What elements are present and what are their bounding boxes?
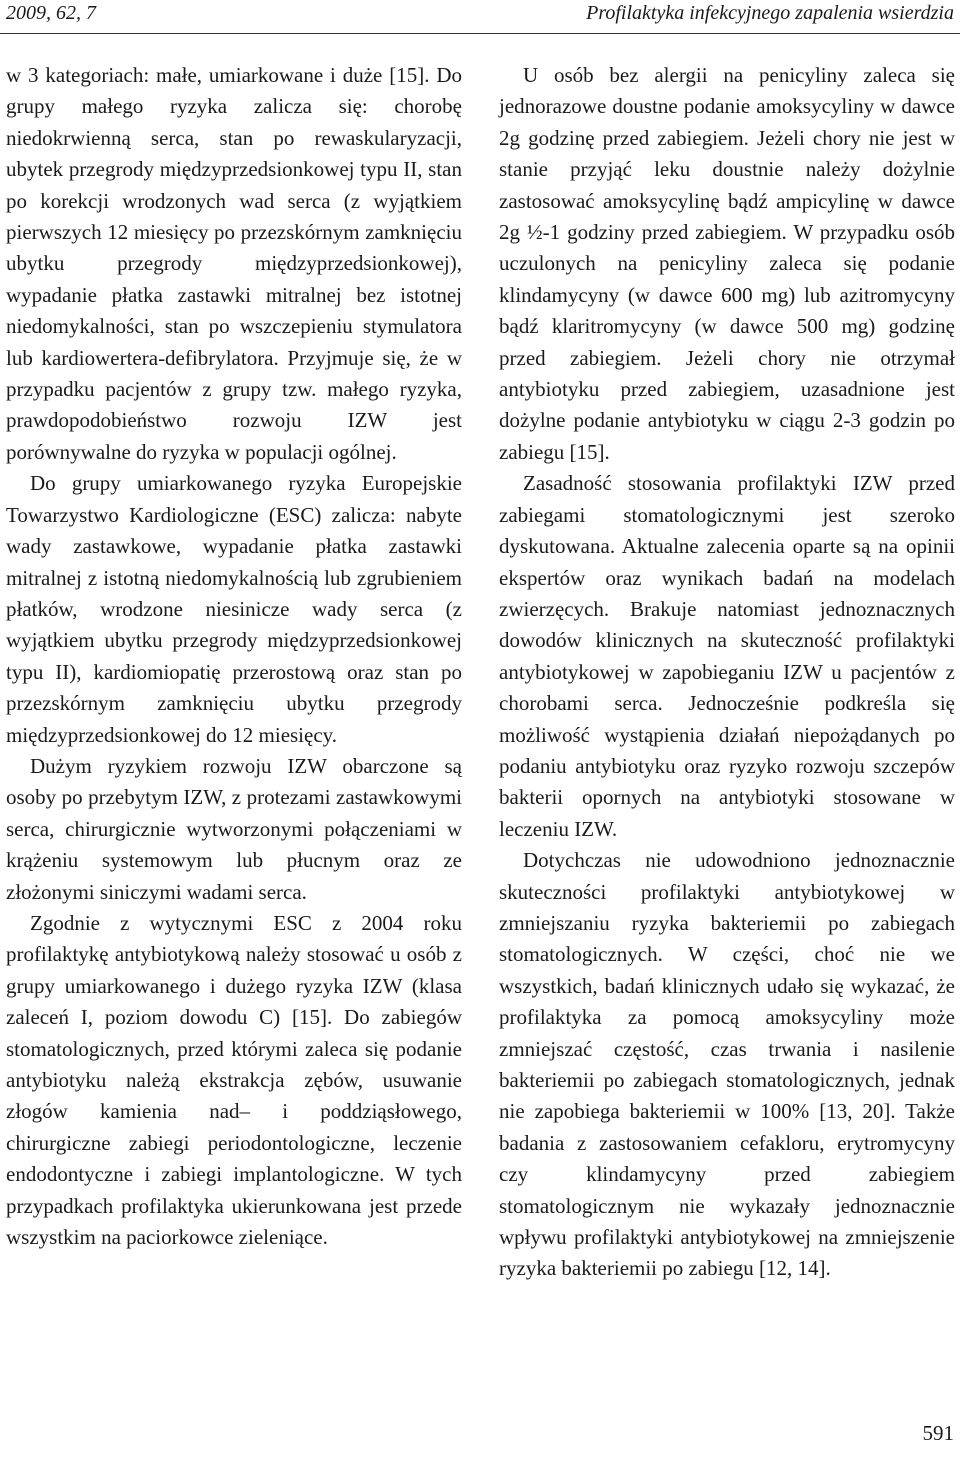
- paragraph: Do grupy umiarkowanego ryzyka Europejskie Towarzystwo Kardiologiczne (ESC) zalicza: nabyte wady zastawkowe, wypadanie płatka zastawki mitralnej z istotną niedomykalnością lub zgrubieniem płatków, wrodzone niesinicze wady serca (z wyjątkiem ubytku przegrody międzyprzedsionkowej typu II), kardiomiopatię przerostową oraz stan po przezskórnym zamknięciu ubytku przegrody międzyprzedsionkowej do 12 miesięcy.: [6, 471, 462, 747]
- paragraph: U osób bez alergii na penicyliny zaleca się jednorazowe doustne podanie amoksycyliny w dawce 2g godzinę przed zabiegiem. Jeżeli chory nie jest w stanie przyjąć leku doustnie należy dożylnie zastosować amoksycylinę bądź ampicylinę w dawce 2g ½-1 godziny przed zabiegiem. W przypadku osób uczulonych na penicyliny zaleca się podanie klindamycyny (w dawce 600 mg) lub azitromycyny bądź klaritromycyny (w dawce 500 mg) godzinę przed zabiegiem. Jeżeli chory nie otrzymał antybiotyku przed zabiegiem, uzasadnione jest dożylne podanie antybiotyku w ciągu 2-3 godzin po zabiegu [15].: [499, 63, 955, 464]
- paragraph: Zasadność stosowania profilaktyki IZW przed zabiegami stomatologicznymi jest szeroko dyskutowana. Aktualne zalecenia oparte są na opinii ekspertów oraz wynikach badań na modelach zwierzęcych. Brakuje natomiast jednoznacznych dowodów klinicznych na skuteczność profilaktyki antybiotykowej w zapobieganiu IZW u pacjentów z chorobami serca. Jednocześnie podkreśla się możliwość wystąpienia działań niepożądanych po podaniu antybiotyku oraz ryzyko rozwoju szczepów bakterii opornych na antybiotyki stosowane w leczeniu IZW.: [499, 471, 955, 841]
- left-column: [6, 60, 462, 1253]
- paragraph: Dotychczas nie udowodniono jednoznacznie skuteczności profilaktyki antybiotykowej w zmniejszaniu ryzyka bakteriemii po zabiegach stomatologicznych. W części, choć nie we wszystkich, badań klinicznych udało się wykazać, że profilaktyka za pomocą amoksycyliny może zmniejszać częstość, czas trwania i nasilenie bakteriemii po zabiegach stomatologicznych, jednak nie zapobiega bakteriemii w 100% [13, 20]. Także badania z zastosowaniem cefakloru, erytromycyny czy klindamycyny przed zabiegiem stomatologicznym nie wykazały jednoznacznie wpływu profilaktyki antybiotykowej na zmniejszenie ryzyka bakteriemii po zabiegu [12, 14].: [499, 848, 955, 1281]
- journal-issue: 2009, 62, 7: [6, 2, 96, 24]
- header-rule: [0, 33, 960, 34]
- paragraph: w 3 kategoriach: małe, umiarkowane i duże [15]. Do grupy małego ryzyka zalicza się: chorobę niedokrwienną serca, stan po rewaskularyzacji, ubytek przegrody międzyprzedsionkowej typu II, stan po korekcji wrodzonych wad serca (z wyjątkiem pierwszych 12 miesięcy po przezskórnym zamknięciu ubytku przegrody międzyprzedsionkowej), wypadanie płatka zastawki mitralnej bez istotnej niedomykalności, stan po wszczepieniu stymulatora lub kardiowertera-defibrylatora. Przyjmuje się, że w przypadku pacjentów z grupy tzw. małego ryzyka, prawdopodobieństwo rozwoju IZW jest porównywalne do ryzyka w populacji ogólnej.: [6, 63, 462, 464]
- page-number: 591: [922, 1421, 954, 1445]
- paragraph: Dużym ryzykiem rozwoju IZW obarczone są osoby po przebytym IZW, z protezami zastawkowymi serca, chirurgicznie wytworzonymi połączeniami w krążeniu systemowym lub płucnym oraz ze złożonymi siniczymi wadami serca.: [6, 753, 462, 904]
- paragraph: Zgodnie z wytycznymi ESC z 2004 roku profilaktykę antybiotykową należy stosować u osób z grupy umiarkowanego i dużego ryzyka IZW (klasa zaleceń I, poziom dowodu C) [15]. Do zabiegów stomatologicznych, przed którymi zaleca się podanie antybiotyku należą ekstrakcja zębów, usuwanie złogów kamienia nad– i poddziąsłowego, chirurgiczne zabiegi periodontologiczne, leczenie endodontyczne i zabiegi implantologiczne. W tych przypadkach profilaktyka ukierunkowana jest przede wszystkim na paciorkowce zieleniące.: [6, 910, 462, 1250]
- page-header: [0, 0, 960, 34]
- right-column: [499, 60, 955, 1285]
- running-title: Profilaktyka infekcyjnego zapalenia wsierdzia: [586, 2, 954, 24]
